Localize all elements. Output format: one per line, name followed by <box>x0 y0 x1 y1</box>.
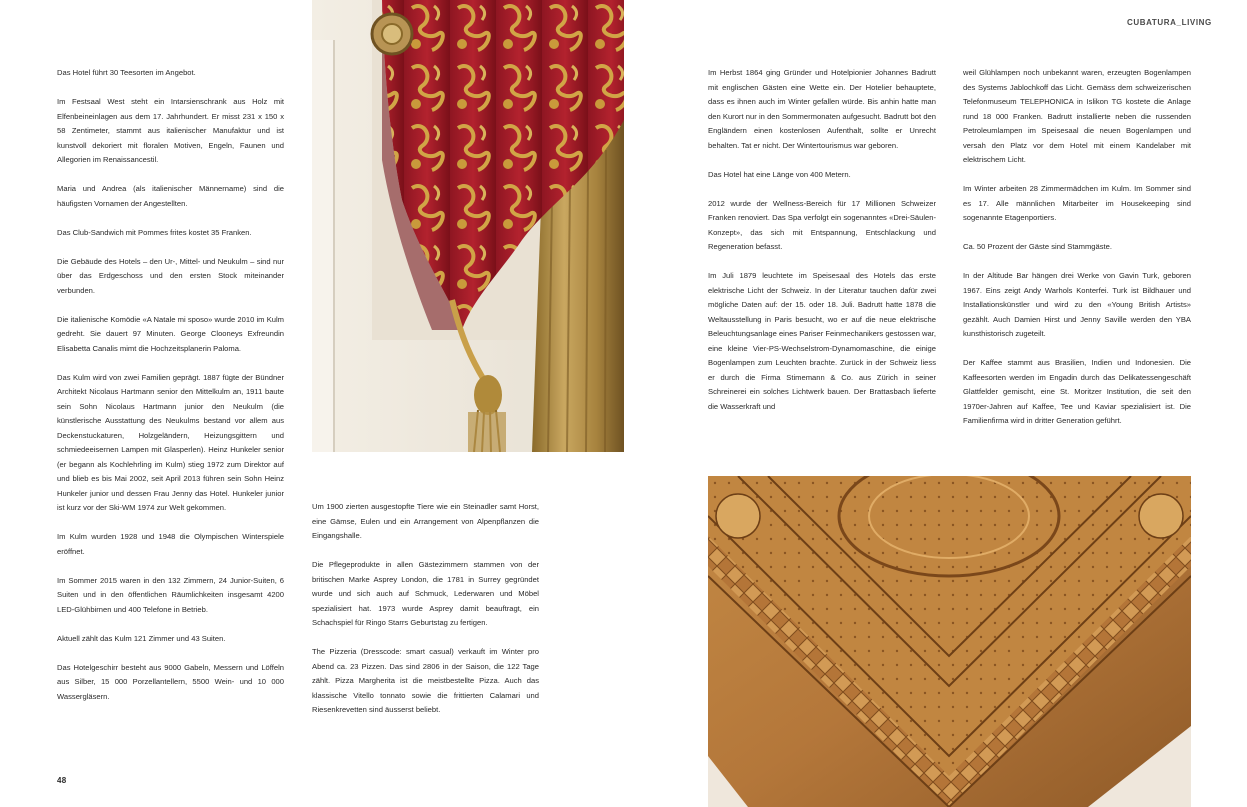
paragraph: Im Juli 1879 leuchtete im Speisesaal des Hotels das erste elektrische Licht der Schweiz. In der Literatur tauchen dafür zwei mögliche Daten auf: der 15. oder 18. Juli. Badrutt hatte 1878 die Weltausstellung in Paris besucht, wo er auf die neue elektrische Beleuchtungsanlage eines Pariser Feinmechanikers gestossen war, eine kleine Vier-PS-Wechselstrom-Dynamomaschine, die einige Bogenlampen zum Leuchten brachte. Zurück in der Schweiz liess er durch die Firma Stimemann & Co. aus Zürich in seiner Schreinerei ein solches Lichtwerk bauen. Der Brattasbach lieferte die Wasserkraft und <box>708 271 936 411</box>
paragraph: 2012 wurde der Wellness-Bereich für 17 Millionen Schweizer Franken renoviert. Das Spa verfolgt ein sogenanntes «Drei-Säulen-Konzept», das sich mit Entspannung, Entschlackung und Regeneration befasst. <box>708 198 936 251</box>
curtain-photo <box>312 0 624 452</box>
paragraph: Im Sommer 2015 waren in den 132 Zimmern, 24 Junior-Suiten, 6 Suiten und in den öffentlichen Räumlichkeiten insgesamt 4200 LED-Glühbirnen und 400 Telefone in Betrieb. <box>57 575 284 614</box>
paragraph: Das Kulm wird von zwei Familien geprägt. 1887 fügte der Bündner Architekt Nicolaus Hartmann senior den Mittelkulm an, 1911 baute sein Sohn Nicolaus Hartmann junior den Neukulm (die künstlerische Ausstattung des Neukulms bestand vor allem aus Deckenstuckaturen, Holzgeländern, Heizungsgittern und schmiedeeisernen Lampen mit Glasperlen). Heinz Hunkeler senior (er begann als Kochlehrling im Kulm) stieg 1972 zum Direktor auf und blieb es bis Mai 2002, seit April 2013 führen sein Sohn Heinz Hunkeler junior und dessen Frau Jenny das Hotel. Hunkeler junior ist kurz vor der Ski-WM 1974 zur Welt gekommen. <box>57 372 284 512</box>
paragraph: Im Winter arbeiten 28 Zimmermädchen im Kulm. Im Sommer sind es 17. Alle männlichen Mitarbeiter im Housekeeping sind sogenannte Etagenportiers. <box>963 184 1191 222</box>
paragraph: Ca. 50 Prozent der Gäste sind Stammgäste. <box>963 242 1112 251</box>
paragraph: Im Festsaal West steht ein Intarsienschrank aus Holz mit Elfenbeineinlagen aus dem 17. Jahrhundert. Er misst 231 x 150 x 58 Zentimeter, stammt aus italienischer Manufaktur und ist kunstvoll dekoriert mit floralen Motiven, Engeln, Faunen und Allegorien im Renaissancestil. <box>57 97 284 164</box>
text-column-3 <box>708 66 936 414</box>
paragraph: Im Kulm wurden 1928 und 1948 die Olympischen Winterspiele eröffnet. <box>57 532 284 556</box>
paragraph: Aktuell zählt das Kulm 121 Zimmer und 43 Suiten. <box>57 633 226 643</box>
paragraph: Das Hotel hat eine Länge von 400 Metern. <box>708 169 851 179</box>
paragraph: Das Hotel führt 30 Teesorten im Angebot. <box>57 68 196 77</box>
paragraph: Die italienische Komödie «A Natale mi sposo» wurde 2010 im Kulm gedreht. Sie dauert 97 Minuten. George Clooneys Exfreundin Elisabetta Canalis mimt die Hochzeitsplanerin Paloma. <box>57 314 284 353</box>
text-column-2 <box>312 500 539 718</box>
paragraph: Der Kaffee stammt aus Brasilien, Indien und Indonesien. Die Kaffeesorten werden im Engadin durch das Delikatessengeschäft Glattfelder gemischt, eine St. Moritzer Institution, die seit den 1970er-Jahren auf Kaffee, Tee und Kaviar spezialisiert ist. Die Familienfirma wird in dritter Generation geführt. <box>963 358 1191 425</box>
paragraph: Das Club-Sandwich mit Pommes frites kostet 35 Franken. <box>57 227 252 237</box>
paragraph: Die Pflegeprodukte in allen Gästezimmern stammen von der britischen Marke Asprey London, die 1781 in Surrey gegründet wurde und sich auch auf Schmuck, Lederwaren und Möbel spezialisiert hat. 1973 wurde Asprey damit beauftragt, ein Schachspiel für Ringo Starrs Geburtstag zu fertigen. <box>312 560 539 627</box>
text-column-4 <box>963 66 1191 429</box>
page-number: 48 <box>57 776 67 785</box>
paragraph: Um 1900 zierten ausgestopfte Tiere wie ein Steinadler samt Horst, eine Gämse, Eulen und ein Arrangement von Alpenpflanzen die Eingangshalle. <box>312 502 539 540</box>
paragraph: The Pizzeria (Dresscode: smart casual) verkauft im Winter pro Abend ca. 23 Pizzen. Das sind 2806 in der Saison, die 122 Tage zählt. Pizza Margherita ist die meistbestellte Pizza. Auch das klassische Vitello tonnato sowie die frittierten Calamari und Riesenkrevetten sind äusserst beliebt. <box>312 647 539 714</box>
paragraph: In der Altitude Bar hängen drei Werke von Gavin Turk, geboren 1967. Eins zeigt Andy Warhols Konterfei. Turk ist Bildhauer und Installationskünstler und wird zu den «Young British Artists» gezählt. Auch Damien Hirst und Jenny Saville werden den YBA kunsthistorisch zugeteilt. <box>963 271 1191 338</box>
ceiling-photo <box>708 476 1191 807</box>
text-column-1 <box>57 66 284 704</box>
section-header: CUBATURA_LIVING <box>1127 18 1212 27</box>
paragraph: Die Gebäude des Hotels – den Ur-, Mittel- und Neukulm – sind nur über das Erdgeschoss und den ersten Stock miteinander verbunden. <box>57 256 284 295</box>
paragraph: Im Herbst 1864 ging Gründer und Hotelpionier Johannes Badrutt mit englischen Gästen eine Wette ein. Der Hotelier behauptete, dass es ihnen auch im Winter gefallen würde. Bis anhin hatte man den Kurort nur in den Sommermonaten aufgesucht. Badrutt bot den Engländern einen kostenlosen Aufenthalt, sollte er Unrecht behalten. Tat er nicht. Der Wintertourismus war geboren. <box>708 68 936 150</box>
paragraph: Maria und Andrea (als italienischer Männername) sind die häufigsten Vornamen der Angestellten. <box>57 184 284 208</box>
paragraph: Das Hotelgeschirr besteht aus 9000 Gabeln, Messern und Löffeln aus Silber, 15 000 Porzellantellern, 5500 Wein- und 10 000 Wassergläsern. <box>57 662 284 701</box>
paragraph: weil Glühlampen noch unbekannt waren, erzeugten Bogenlampen des Systems Jablochkoff das Licht. Gemäss dem schweizerischen Telefonmuseum TELEPHONICA in Islikon TG kostete die Anlage rund 18 000 Franken. Badrutt installierte neben die russenden Petroleumlampen im Speisesaal die neuen Bogenlampen und versah den Platz vor dem Hotel mit einem Kandelaber mit elektrischem Licht. <box>963 68 1191 164</box>
